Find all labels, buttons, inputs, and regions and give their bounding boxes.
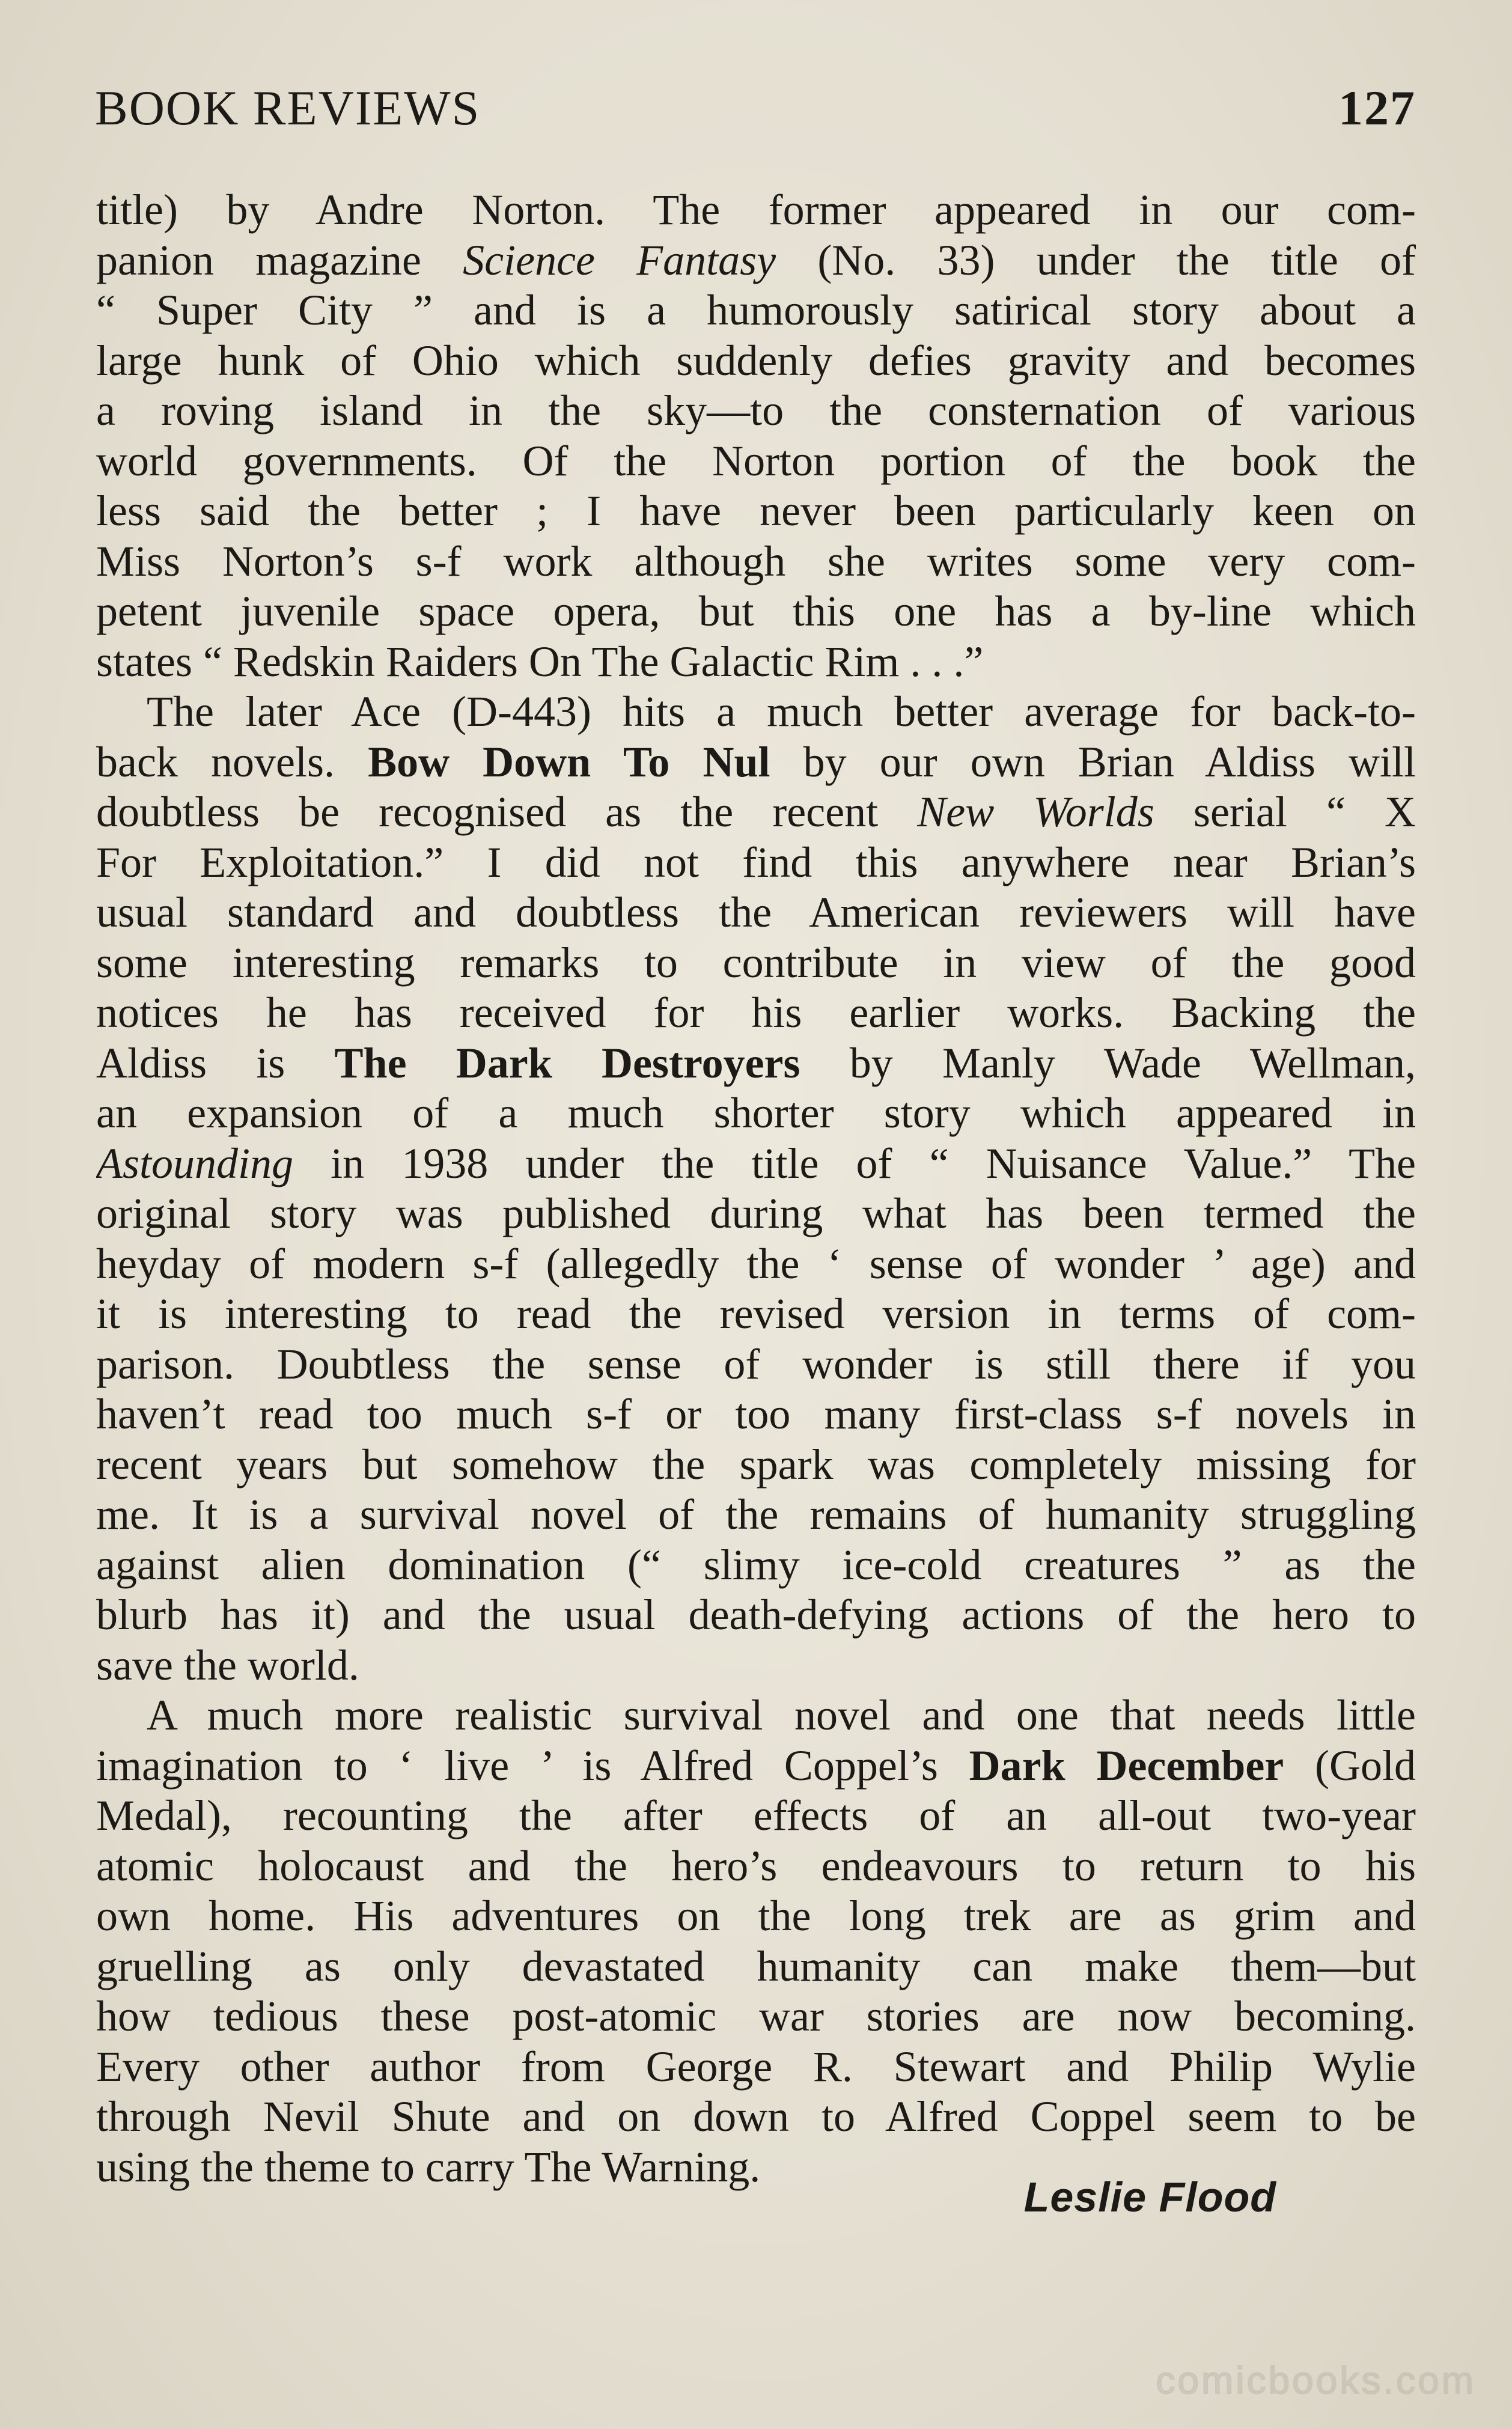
text-run: original story was published during what has been termed the <box>96 1189 1416 1237</box>
text-line <box>96 1992 1416 2042</box>
text-line <box>96 1239 1416 1290</box>
text-line <box>96 888 1416 938</box>
text-line <box>96 1139 1416 1189</box>
text-line <box>96 537 1416 587</box>
text-run: haven’t read too much s-f or too many first-class s-f novels in <box>96 1390 1416 1438</box>
text-line <box>96 1641 1416 1691</box>
text-run: Every other author from George R. Stewart and Philip Wylie <box>96 2042 1416 2091</box>
text-run: using the theme to carry The Warning. <box>96 2142 761 2191</box>
text-run: usual standard and doubtless the American reviewers will have <box>96 888 1416 936</box>
text-line <box>96 1289 1416 1339</box>
text-line <box>96 1189 1416 1239</box>
text-line <box>96 1038 1416 1089</box>
text-line <box>96 2092 1416 2142</box>
text-run: petent juvenile space opera, but this one has a by-line which <box>96 587 1416 635</box>
text-run: notices he has received for his earlier works. Backing the <box>96 989 1416 1037</box>
text-run: gruelling as only devastated humanity can make them—but <box>96 1942 1416 1990</box>
text-line <box>96 1490 1416 1540</box>
text-run: For Exploitation.” I did not find this anywhere near Brian’s <box>96 838 1416 886</box>
text-line <box>96 587 1416 637</box>
text-line <box>96 336 1416 386</box>
text-run: parison. Doubtless the sense of wonder is still there if you <box>96 1339 1416 1388</box>
text-run: less said the better ; I have never been particularly keen on <box>96 487 1416 535</box>
text-line <box>96 787 1416 838</box>
text-run: large hunk of Ohio which suddenly defies gravity and becomes <box>96 336 1416 385</box>
review-body <box>96 185 1416 2192</box>
text-line <box>96 838 1416 888</box>
text-run: A much more realistic survival novel and one that needs little <box>147 1691 1416 1739</box>
text-line <box>96 486 1416 537</box>
text-run: in 1938 under the title of “ Nuisance Value.” The <box>293 1139 1416 1187</box>
text-run: The later Ace (D-443) hits a much better average for back-to- <box>147 687 1416 736</box>
text-line <box>96 436 1416 487</box>
text-run: imagination to ‘ live ’ is Alfred Coppel’s <box>96 1741 969 1790</box>
text-run: blurb has it) and the usual death-defying actions of the hero to <box>96 1591 1416 1639</box>
text-line <box>96 1791 1416 1841</box>
text-run: heyday of modern s-f (allegedly the ‘ sense of wonder ’ age) and <box>96 1239 1416 1288</box>
text-line <box>96 988 1416 1038</box>
text-line <box>96 1590 1416 1641</box>
text-line <box>96 637 1416 687</box>
text-line <box>96 1841 1416 1892</box>
text-run: Miss Norton’s s-f work although she writes some very com- <box>96 537 1416 585</box>
text-run: by Manly Wade Wellman, <box>800 1038 1416 1087</box>
text-line <box>96 1690 1416 1741</box>
text-line <box>96 1741 1416 1791</box>
text-run: back novels. <box>96 737 368 786</box>
paragraph <box>96 1690 1416 2192</box>
text-run: (Gold <box>1284 1741 1416 1790</box>
paragraph <box>96 687 1416 1690</box>
text-run: a roving island in the sky—to the consternation of various <box>96 386 1416 434</box>
text-run: by our own Brian Aldiss will <box>770 737 1416 786</box>
text-run: how tedious these post-atomic war stories are now becoming. <box>96 1992 1416 2040</box>
text-line <box>96 1891 1416 1942</box>
text-line <box>96 1389 1416 1440</box>
text-run: recent years but somehow the spark was completely missing for <box>96 1440 1416 1489</box>
text-run: atomic holocaust and the hero’s endeavours to return to his <box>96 1841 1416 1890</box>
text-run: world governments. Of the Norton portion of the book the <box>96 436 1416 485</box>
text-line <box>96 185 1416 236</box>
text-line <box>96 386 1416 436</box>
text-run: Aldiss is <box>96 1038 335 1087</box>
text-run: doubtless be recognised as the recent <box>96 788 918 836</box>
book-title: The Dark Destroyers <box>334 1038 800 1087</box>
paragraph <box>96 185 1416 687</box>
page-number: 127 <box>1338 81 1416 135</box>
italic-title: Science Fantasy <box>463 236 776 284</box>
text-run: save the world. <box>96 1641 359 1689</box>
text-line <box>96 737 1416 788</box>
text-line <box>96 1942 1416 1992</box>
text-run: title) by Andre Norton. The former appeared in our com- <box>96 186 1416 234</box>
text-line <box>96 2042 1416 2092</box>
page-header <box>95 72 1416 144</box>
text-line <box>96 687 1416 737</box>
italic-title: New Worlds <box>917 788 1154 836</box>
text-run: states “ Redskin Raiders On The Galactic Rim . . .” <box>96 637 984 686</box>
text-run: serial “ X <box>1154 788 1416 836</box>
text-line <box>96 1088 1416 1139</box>
running-title: BOOK REVIEWS <box>95 81 481 135</box>
text-run: me. It is a survival novel of the remains of humanity struggling <box>96 1490 1416 1538</box>
book-title: Bow Down To Nul <box>368 737 770 786</box>
text-run: Medal), recounting the after effects of an all-out two-year <box>96 1791 1416 1839</box>
text-run: “ Super City ” and is a humorously satirical story about a <box>96 286 1416 334</box>
text-run: it is interesting to read the revised version in terms of com- <box>96 1290 1416 1338</box>
text-run: through Nevil Shute and on down to Alfred Coppel seem to be <box>96 2092 1416 2141</box>
text-line <box>96 236 1416 286</box>
italic-title: Astounding <box>96 1139 294 1187</box>
text-line <box>96 938 1416 989</box>
text-run: (No. 33) under the title of <box>776 236 1416 284</box>
text-line <box>96 1540 1416 1591</box>
watermark-logo: comicbooks.com <box>1156 2359 1476 2402</box>
text-run: own home. His adventures on the long trek are as grim and <box>96 1892 1416 1940</box>
text-line <box>96 285 1416 336</box>
book-title: Dark December <box>969 1741 1284 1790</box>
text-run: against alien domination (“ slimy ice-cold creatures ” as the <box>96 1540 1416 1589</box>
text-run: some interesting remarks to contribute in view of the good <box>96 938 1416 987</box>
text-run: panion magazine <box>96 236 463 284</box>
text-run: an expansion of a much shorter story which appeared in <box>96 1089 1416 1137</box>
text-line <box>96 1339 1416 1390</box>
author-signature: Leslie Flood <box>1023 2174 1276 2220</box>
text-line <box>96 1440 1416 1490</box>
